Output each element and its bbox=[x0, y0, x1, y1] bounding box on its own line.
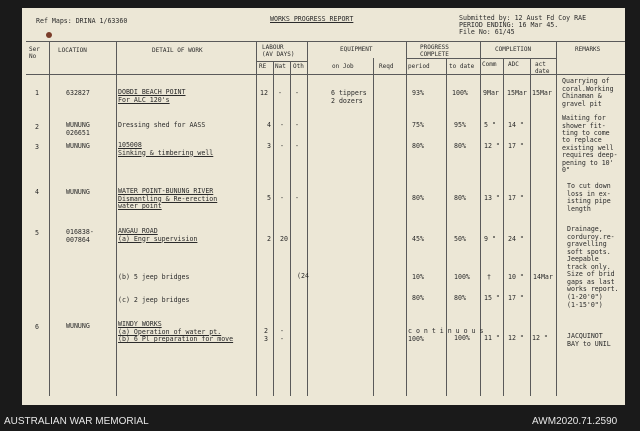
row2-detail: Dressing shed for AASS bbox=[118, 121, 206, 129]
row4-loc: WUNUNG bbox=[66, 188, 90, 196]
footer-accession: AWM2020.71.2590 bbox=[532, 416, 618, 427]
row1-equip: 6 tippers 2 dozers bbox=[331, 89, 367, 105]
row5b-detail: (b) 5 jeep bridges bbox=[118, 273, 190, 281]
row1-remarks: Quarrying of coral.Working Chinaman & gravel pit bbox=[562, 77, 614, 108]
row3-comm: 12 " bbox=[484, 142, 500, 150]
row5b-todate: 100% bbox=[454, 273, 470, 281]
row2-todate: 95% bbox=[454, 121, 466, 129]
row3-todate: 80% bbox=[454, 142, 466, 150]
row3-detail: 105008 Sinking & timbering well bbox=[118, 141, 214, 157]
row6-period: c o n t i n u o u s 100% bbox=[408, 327, 484, 343]
row3-re: 3 bbox=[267, 142, 271, 150]
row1-adc: 15Mar bbox=[507, 89, 527, 97]
col-detail: DETAIL OF WORK bbox=[152, 47, 203, 54]
row5-ser: 5 bbox=[35, 229, 39, 237]
footer-credit: AUSTRALIAN WAR MEMORIAL bbox=[4, 416, 149, 427]
row5a-nat: 20 bbox=[280, 235, 288, 243]
col-equipment: EQUIPMENT bbox=[340, 46, 373, 53]
row5-loc: 016838- 007864 bbox=[66, 228, 94, 244]
row6-ser: 6 bbox=[35, 323, 39, 331]
row6-remarks: JACQUINOT BAY to UNIL bbox=[567, 332, 611, 348]
row4-ser: 4 bbox=[35, 188, 39, 196]
row2-remarks: Waiting for shower fit- ting to come bbox=[562, 114, 610, 137]
col-completion: COMPLETION bbox=[495, 46, 532, 53]
row5b-remarks: Size of brid gaps as last works report. bbox=[567, 270, 619, 293]
col-progress-period: period bbox=[408, 63, 430, 70]
row5a-comm: 9 " bbox=[484, 235, 496, 243]
col-comp-comm: Comm bbox=[482, 61, 497, 68]
row5a-adc: 24 " bbox=[508, 235, 524, 243]
row1-oth: - bbox=[295, 89, 299, 97]
row4-period: 80% bbox=[412, 194, 424, 202]
col-labour-re: RE bbox=[259, 63, 267, 70]
row5a-detail: ANGAU ROAD (a) Engr supervision bbox=[118, 227, 198, 243]
row5c-todate: 80% bbox=[454, 294, 466, 302]
row6-loc: WUNUNG bbox=[66, 322, 90, 330]
row1-todate: 100% bbox=[452, 89, 468, 97]
col-ser-no: Ser No bbox=[29, 46, 40, 60]
row5a-period: 45% bbox=[412, 235, 424, 243]
col-progress-todate: to date bbox=[449, 63, 475, 70]
row6-todate: 100% bbox=[454, 334, 470, 342]
row4-todate: 80% bbox=[454, 194, 466, 202]
col-equip-onjob: on Job bbox=[332, 63, 354, 70]
row5b-adc: 10 " bbox=[508, 273, 524, 281]
period-ending: PERIOD ENDING: 16 Mar 45. bbox=[459, 21, 559, 29]
row5c-detail: (c) 2 jeep bridges bbox=[118, 296, 190, 304]
row1-period: 93% bbox=[412, 89, 424, 97]
row3-ser: 3 bbox=[35, 143, 39, 151]
row5c-remarks: (1-20'0") (1-15'0") bbox=[567, 293, 603, 309]
row5b-oth: (24 bbox=[297, 272, 309, 280]
row6-act: 12 " bbox=[532, 334, 548, 342]
ref-maps: Ref Maps: DRINA 1/63360 bbox=[36, 17, 128, 25]
row3-oth: - bbox=[295, 142, 299, 150]
col-remarks: REMARKS bbox=[575, 46, 601, 53]
document-page bbox=[22, 8, 625, 405]
row3-loc: WUNUNG bbox=[66, 142, 90, 150]
row5a-re: 2 bbox=[267, 235, 271, 243]
row5b-act: 14Mar bbox=[533, 273, 553, 281]
row2-loc: WUNUNG 026651 bbox=[66, 121, 90, 137]
col-labour-oth: Oth bbox=[293, 63, 304, 70]
row4-oth: - bbox=[295, 194, 299, 202]
page-title: WORKS PROGRESS REPORT bbox=[270, 15, 354, 23]
row5c-period: 80% bbox=[412, 294, 424, 302]
col-equip-reqd: Reqd bbox=[379, 63, 394, 70]
col-labour: LABOUR (AV DAYS) bbox=[262, 44, 295, 58]
row1-detail: DOBDI BEACH POINT For ALC 120's bbox=[118, 88, 186, 104]
row3-adc: 17 " bbox=[508, 142, 524, 150]
row3-remarks: to replace existing well requires deep- pening to 10' 0" bbox=[562, 136, 618, 174]
row4-detail: WATER POINT-BUNUNG RIVER Dismantling & Re-erection water point bbox=[118, 187, 218, 210]
row2-adc: 14 " bbox=[508, 121, 524, 129]
row3-period: 80% bbox=[412, 142, 424, 150]
submitted-by: Submitted by: 12 Aust Fd Coy RAE bbox=[459, 14, 587, 22]
col-labour-nat: Nat bbox=[275, 63, 286, 70]
row1-nat: - bbox=[278, 89, 282, 97]
col-progress: PROGRESS COMPLETE bbox=[420, 44, 449, 58]
row6-adc: 12 " bbox=[508, 334, 524, 342]
row5b-comm: † bbox=[487, 273, 491, 281]
row6-re: 2 3 bbox=[264, 327, 268, 343]
col-comp-act: act date bbox=[535, 61, 550, 75]
col-comp-adc: ADC bbox=[508, 61, 519, 68]
row1-ser: 1 bbox=[35, 89, 39, 97]
file-no: File No: 61/45 bbox=[459, 28, 515, 36]
row3-nat: - bbox=[280, 142, 284, 150]
row4-re: 5 bbox=[267, 194, 271, 202]
row1-act: 15Mar bbox=[532, 89, 552, 97]
row4-adc: 17 " bbox=[508, 194, 524, 202]
row5c-comm: 15 " bbox=[484, 294, 500, 302]
row5a-remarks: Drainage, corduroy.re- gravelling soft spots. Jeepable track only. bbox=[567, 225, 615, 271]
row2-nat: - bbox=[280, 121, 284, 129]
row6-detail: WINDY WORKS (a) Operation of water pt. (b) 6 Pl preparation for move bbox=[118, 320, 234, 343]
row6-comm: 11 " bbox=[484, 334, 500, 342]
row2-comm: 5 " bbox=[484, 121, 496, 129]
row6-nat: - - bbox=[280, 327, 284, 343]
row2-oth: - bbox=[295, 121, 299, 129]
row1-re: 12 bbox=[260, 89, 268, 97]
row2-ser: 2 bbox=[35, 123, 39, 131]
row2-period: 75% bbox=[412, 121, 424, 129]
row5b-period: 10% bbox=[412, 273, 424, 281]
row4-comm: 13 " bbox=[484, 194, 500, 202]
row5c-adc: 17 " bbox=[508, 294, 524, 302]
row1-loc: 632827 bbox=[66, 89, 90, 97]
row5a-todate: 50% bbox=[454, 235, 466, 243]
col-location: LOCATION bbox=[58, 47, 87, 54]
row1-comm: 9Mar bbox=[483, 89, 499, 97]
row4-nat: - bbox=[280, 194, 284, 202]
row2-re: 4 bbox=[267, 121, 271, 129]
pin-mark bbox=[46, 32, 52, 38]
row4-remarks: To cut down loss in ex- isting pipe length bbox=[567, 182, 611, 213]
